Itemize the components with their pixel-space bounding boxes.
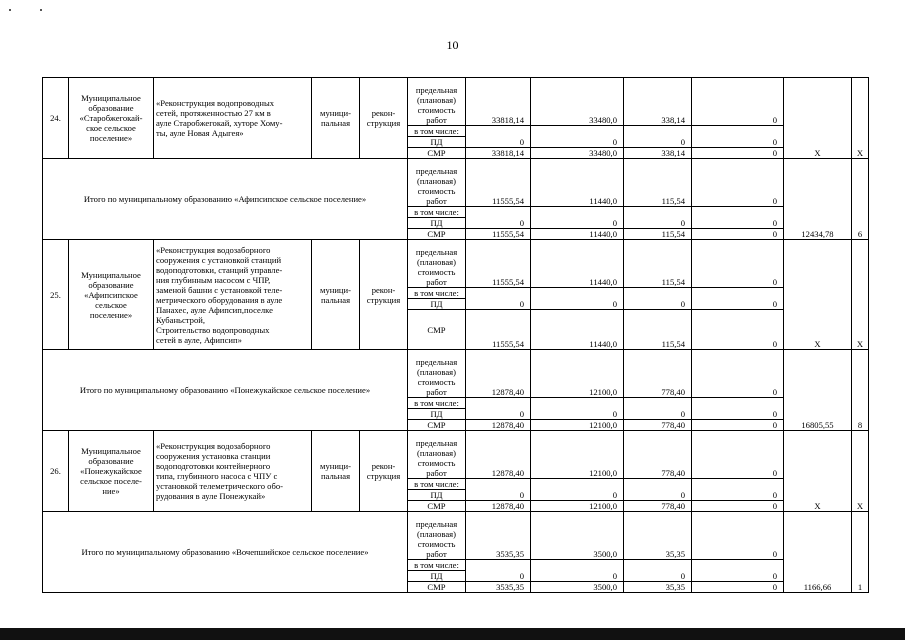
work-type: рекон- струкция	[360, 240, 408, 350]
limit-value: 33480,0	[531, 78, 624, 126]
limit-value: 11440,0	[531, 159, 624, 207]
smr-value: 33480,0	[531, 148, 624, 159]
row-limit	[43, 78, 869, 126]
ownership-type: муници- пальная	[312, 78, 360, 159]
limit-label: предельная (плановая) стоимость работ	[408, 350, 466, 398]
smr-value: 11555,54	[466, 310, 531, 350]
limit-value: 12100,0	[531, 431, 624, 479]
limit-value: 12100,0	[531, 350, 624, 398]
smr-value: 11440,0	[531, 310, 624, 350]
smr-value: 778,40	[624, 420, 692, 431]
smr-value: 3500,0	[531, 582, 624, 593]
limit-value: 0	[692, 512, 784, 560]
smr-label: СМР	[408, 148, 466, 159]
project-description: «Реконструкция водопроводных сетей, протяженностью 27 км в ауле Старобжегокай, хуторе Хому- ты, ауле Новая Адыгея»	[154, 78, 312, 159]
smr-label: СМР	[408, 420, 466, 431]
smr-label: СМР	[408, 501, 466, 512]
pd-label: ПД	[408, 137, 466, 148]
work-type: рекон- струкция	[360, 78, 408, 159]
limit-value: 0	[692, 159, 784, 207]
limit-value: 3500,0	[531, 512, 624, 560]
limit-value: 0	[692, 350, 784, 398]
pd-value: 0	[692, 560, 784, 582]
end-value-1: Х	[784, 240, 852, 350]
municipality-name: Муниципальное образование «Старобжегокай- ское сельское поселение»	[69, 78, 154, 159]
end-value-2: 1	[852, 512, 869, 593]
smr-value: 12100,0	[531, 501, 624, 512]
end-value-2: Х	[852, 431, 869, 512]
limit-value: 0	[692, 240, 784, 288]
pd-value: 0	[466, 479, 531, 501]
scan-speck	[9, 9, 11, 11]
row-limit	[43, 512, 869, 560]
smr-value: 0	[692, 582, 784, 593]
smr-value: 0	[692, 229, 784, 240]
limit-value: 115,54	[624, 159, 692, 207]
incl-label: в том числе:	[408, 398, 466, 409]
pd-value: 0	[692, 288, 784, 310]
smr-value: 115,54	[624, 229, 692, 240]
smr-value: 3535,35	[466, 582, 531, 593]
smr-value: 33818,14	[466, 148, 531, 159]
smr-label: СМР	[408, 582, 466, 593]
limit-label: предельная (плановая) стоимость работ	[408, 159, 466, 207]
limit-value: 12878,40	[466, 431, 531, 479]
estimate-table	[42, 77, 869, 593]
pd-value: 0	[624, 479, 692, 501]
end-value-2: Х	[852, 78, 869, 159]
project-description: «Реконструкция водозаборного сооружения с установкой станций водоподготовки, станций управле- ния глубинным насосом с ЧПР, заменой башни с установкой теле- метрического оборудования в ауле Панахес, ауле Афипсип,поселке Кубаньстрой, Строительство водопроводных сетей в ауле, Афипсип»	[154, 240, 312, 350]
pd-value: 0	[624, 126, 692, 148]
limit-value: 11440,0	[531, 240, 624, 288]
row-limit	[43, 350, 869, 398]
end-value-2: Х	[852, 240, 869, 350]
smr-value: 0	[692, 148, 784, 159]
scan-speck	[40, 9, 42, 11]
pd-value: 0	[531, 126, 624, 148]
pd-value: 0	[531, 479, 624, 501]
pd-value: 0	[692, 398, 784, 420]
pd-value: 0	[624, 207, 692, 229]
incl-label: в том числе:	[408, 126, 466, 137]
page-number: 10	[446, 38, 459, 52]
limit-label: предельная (плановая) стоимость работ	[408, 78, 466, 126]
smr-value: 0	[692, 420, 784, 431]
municipality-name: Муниципальное образование «Афипсипское сельское поселение»	[69, 240, 154, 350]
limit-value: 0	[692, 78, 784, 126]
municipality-name: Муниципальное образование «Понежукайское сельское поселе- ние»	[69, 431, 154, 512]
pd-value: 0	[692, 126, 784, 148]
end-value-1: 1166,66	[784, 512, 852, 593]
smr-value: 11440,0	[531, 229, 624, 240]
pd-value: 0	[531, 560, 624, 582]
pd-value: 0	[531, 207, 624, 229]
pd-label: ПД	[408, 409, 466, 420]
ownership-type: муници- пальная	[312, 240, 360, 350]
limit-label: предельная (плановая) стоимость работ	[408, 512, 466, 560]
limit-value: 33818,14	[466, 78, 531, 126]
pd-value: 0	[692, 207, 784, 229]
total-description: Итого по муниципальному образованию «Вочепшийское сельское поселение»	[43, 512, 408, 593]
incl-label: в том числе:	[408, 207, 466, 218]
total-description: Итого по муниципальному образованию «Понежукайское сельское поселение»	[43, 350, 408, 431]
pd-label: ПД	[408, 218, 466, 229]
pd-value: 0	[624, 560, 692, 582]
limit-value: 12878,40	[466, 350, 531, 398]
smr-label: СМР	[408, 310, 466, 350]
pd-value: 0	[466, 560, 531, 582]
smr-value: 12878,40	[466, 420, 531, 431]
work-type: рекон- струкция	[360, 431, 408, 512]
end-value-2: 6	[852, 159, 869, 240]
incl-label: в том числе:	[408, 560, 466, 571]
pd-label: ПД	[408, 299, 466, 310]
item-number: 24.	[43, 78, 69, 159]
row-limit	[43, 240, 869, 288]
limit-value: 11555,54	[466, 240, 531, 288]
smr-value: 0	[692, 501, 784, 512]
pd-value: 0	[466, 207, 531, 229]
pd-value: 0	[531, 288, 624, 310]
incl-label: в том числе:	[408, 479, 466, 490]
smr-value: 12100,0	[531, 420, 624, 431]
pd-label: ПД	[408, 571, 466, 582]
smr-value: 0	[692, 310, 784, 350]
ownership-type: муници- пальная	[312, 431, 360, 512]
smr-value: 11555,54	[466, 229, 531, 240]
limit-value: 11555,54	[466, 159, 531, 207]
total-description: Итого по муниципальному образованию «Афипсипское сельское поселение»	[43, 159, 408, 240]
smr-value: 115,54	[624, 310, 692, 350]
pd-value: 0	[531, 398, 624, 420]
pd-value: 0	[466, 288, 531, 310]
end-value-1: Х	[784, 78, 852, 159]
end-value-1: 12434,78	[784, 159, 852, 240]
row-limit	[43, 431, 869, 479]
smr-label: СМР	[408, 229, 466, 240]
limit-value: 0	[692, 431, 784, 479]
smr-value: 338,14	[624, 148, 692, 159]
pd-value: 0	[466, 398, 531, 420]
end-value-2: 8	[852, 350, 869, 431]
limit-value: 115,54	[624, 240, 692, 288]
row-limit	[43, 159, 869, 207]
pd-value: 0	[466, 126, 531, 148]
pd-label: ПД	[408, 490, 466, 501]
limit-value: 338,14	[624, 78, 692, 126]
limit-value: 778,40	[624, 431, 692, 479]
smr-value: 778,40	[624, 501, 692, 512]
project-description: «Реконструкция водозаборного сооружения установка станции водоподготовки контейнерного типа, глубинного насоса с ЧПУ с установкой телеметрического обо- рудования в ауле Понежукай»	[154, 431, 312, 512]
pd-value: 0	[692, 479, 784, 501]
pd-value: 0	[624, 398, 692, 420]
item-number: 25.	[43, 240, 69, 350]
item-number: 26.	[43, 431, 69, 512]
limit-value: 35,35	[624, 512, 692, 560]
limit-value: 778,40	[624, 350, 692, 398]
smr-value: 12878,40	[466, 501, 531, 512]
limit-label: предельная (плановая) стоимость работ	[408, 240, 466, 288]
limit-label: предельная (плановая) стоимость работ	[408, 431, 466, 479]
end-value-1: 16805,55	[784, 350, 852, 431]
end-value-1: Х	[784, 431, 852, 512]
scan-bottom-edge	[0, 628, 905, 640]
incl-label: в том числе:	[408, 288, 466, 299]
pd-value: 0	[624, 288, 692, 310]
limit-value: 3535,35	[466, 512, 531, 560]
smr-value: 35,35	[624, 582, 692, 593]
